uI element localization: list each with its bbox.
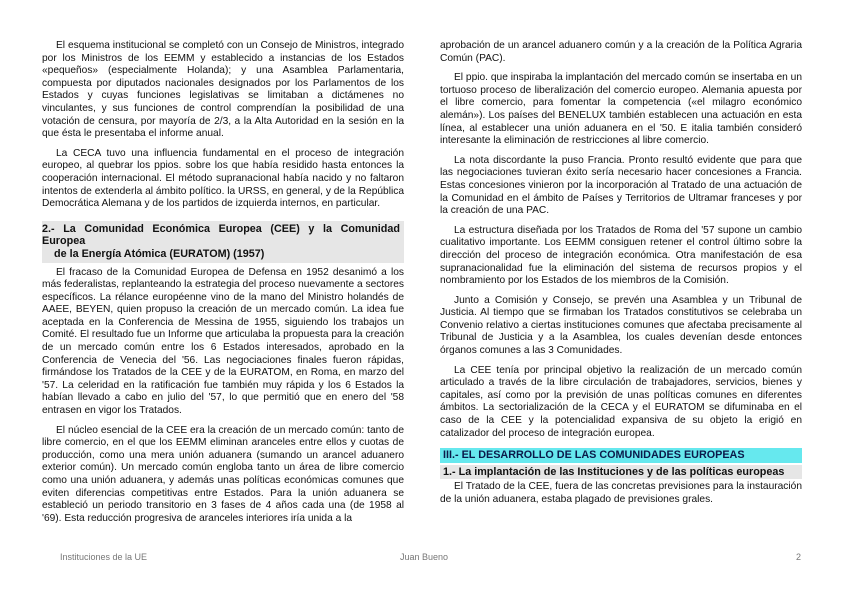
footer-left: Instituciones de la UE <box>60 552 148 562</box>
section-heading <box>42 221 404 263</box>
paragraph: El ppio. que inspiraba la implantación del mercado común se insertaba en un tortuoso proceso de liberalización del comercio europeo. Alemania apuesta por el libre comercio, para fomentar la competencia («el milagro económico alemán»). Los países del BENELUX también establecen una actuación en esta línea, al establecer una unión aduanera en el '50. E italia también consideró interesante la eliminación de restricciones al libre comercio. <box>440 72 802 147</box>
footer-author: Juan Bueno <box>400 552 449 562</box>
paragraph: La CECA tuvo una influencia fundamental en el proceso de integración europeo, al quebrar los ppios. sobre los que había residido hasta entonces la cooperación internacional. El método supranacional había nacido y no faltaron intentos de extenderla al ámbito político. la URSS, en general, y de la República Democrática Alemana y de los partidos de izquierda internos, en particular. <box>42 147 404 210</box>
paragraph: La estructura diseñada por los Tratados de Roma del '57 supone un cambio cualitativo importante. Los EEMM consiguen retener el control último sobre la dirección del proceso de integración económica. Otra manifestación de esa supranacionalidad fue la eliminación del sistema de recursos propios y el nombramiento por los Estados de los miembros de la Comisión. <box>440 224 802 287</box>
paragraph: El fracaso de la Comunidad Europea de Defensa en 1952 desanimó a los más federalistas, replanteando la estrategia del proceso nuevamente a sectores específicos. La rélance européenne vino de la mano del Ministro holandés de AAEE, BEYEN, quien propuso la creación de un mercado común. La idea fue aceptada en la Conferencia de Messina de 1955, siguiendo los trabajos un Comité. El resultado fue un Informe que articulaba la propuesta para la creación de un mercado común entre los 6 Estados interesados, aprobado en la Conferencia de Venecia del '56. Las negociaciones finales fueron rápidas, firmándose los Tratados de la CEE y de la EURATOM, en Roma, en marzo del '57. La celeridad en la ratificación fue también muy rápida y los 6 Estados la habían llevado a cabo en julio del '57, lo que permitió que en enero del '58 entrasen en vigor los Tratados. <box>42 266 404 417</box>
paragraph: La CEE tenía por principal objetivo la realización de un mercado común articulado a través de la libre circulación de trabajadores, servicios, bienes y capitales, así como por la previsión de unas políticas comunes en diferentes ámbitos. La sectorialización de la CECA y el EURATOM se difuminaba en el caso de la CEE y la potencialidad expansiva de su objeto la erigió en catalizador del proceso de integración europea. <box>440 364 802 439</box>
right-column <box>440 40 802 514</box>
paragraph: Junto a Comisión y Consejo, se prevén una Asamblea y un Tribunal de Justicia. Al tiempo que se firmaban los Tratados constitutivos se celebraba un Convenio relativo a ciertas instituciones comunes que afectaba precisamente al Tribunal de Justicia y a la Asamblea, los cuales devenían desde entonces órganos comunes a las 3 Comunidades. <box>440 294 802 357</box>
paragraph: El Tratado de la CEE, fuera de las concretas previsiones para la instauración de la unión aduanera, estaba plagado de previsiones grales. <box>440 481 802 505</box>
subsection-heading: 1.- La implantación de las Instituciones y de las políticas europeas <box>440 465 802 480</box>
paragraph: La nota discordante la puso Francia. Pronto resultó evidente que para que las negociaciones tuvieran éxito sería necesario hacer concesiones a Francia. Estas concesiones vinieron por la incorporación al Tratado de una actuación de la Comunidad en el ámbito de Países y Territorios de Ultramar franceses y por la creación de una PAC. <box>440 154 802 217</box>
paragraph: El núcleo esencial de la CEE era la creación de un mercado común: tanto de libre comercio, en el que los EEMM eliminan aranceles entre ellos y cuotas de producción, como una mera unión aduanera (sumando un arancel aduanero exterior común). Un mercado común engloba tanto un área de libre comercio como una unión aduanera, y además unas políticas económicas comunes que eviten diferencias competitivas entre Estados. Para la unión aduanera se estableció un periodo transitorio en 3 fases de 4 años cada una (de 1958 al '69). Esta reducción progresiva de aranceles interiores iría unida a la <box>42 424 404 524</box>
left-column <box>42 40 404 532</box>
section-heading-highlighted: III.- EL DESARROLLO DE LAS COMUNIDADES EUROPEAS <box>440 448 802 463</box>
heading-line-2: de la Energía Atómica (EURATOM) (1957) <box>54 247 265 260</box>
paragraph: aprobación de un arancel aduanero común y a la creación de la Política Agraria Común (PAC). <box>440 40 802 64</box>
page-number: 2 <box>796 552 802 562</box>
heading-line-1: 2.- La Comunidad Económica Europea (CEE) y la Comunidad Europea <box>42 222 400 248</box>
paragraph: El esquema institucional se completó con un Consejo de Ministros, integrado por los Ministros de los EEMM y establecido a instancias de los Estados «pequeños» (especialmente Holanda); y una Asamblea Parlamentaria, compuesta por diputados nacionales designados por los Parlamentos de los Estados y cuyas funciones legislativas se limitaban a dictámenes no vinculantes, y sus funciones de control comprendían la posibilidad de una votación de censura, por mayoría de 2/3, a la Alta Autoridad en la sesión en la que ésta le presentaba el informe anual. <box>42 40 404 140</box>
